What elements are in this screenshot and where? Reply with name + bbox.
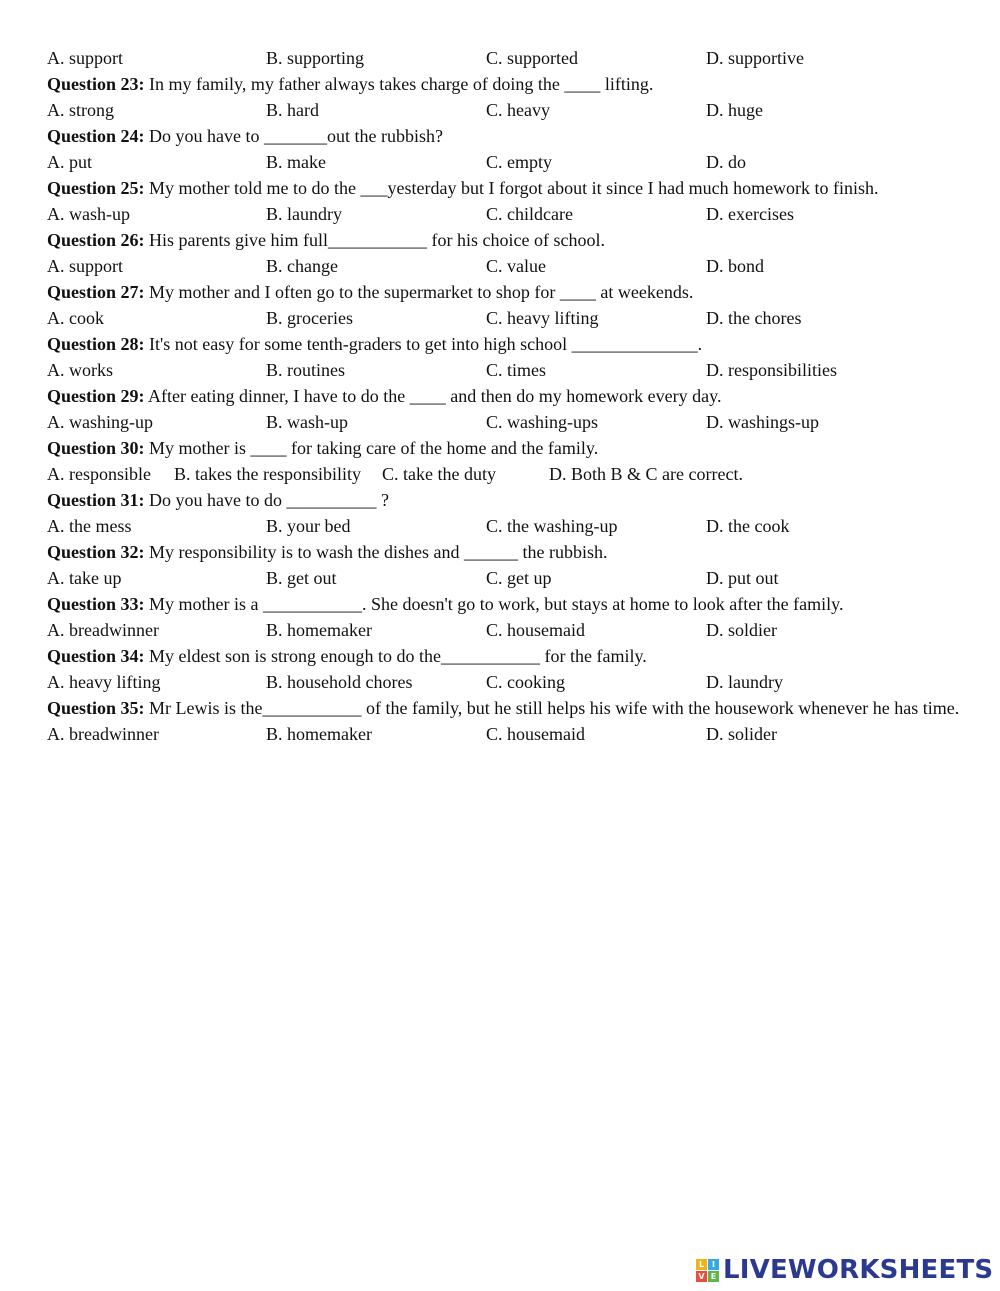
option-c: C. the washing-up bbox=[486, 516, 618, 536]
option-b: B. laundry bbox=[266, 204, 342, 224]
options-q27 bbox=[47, 305, 967, 331]
brand-name: LIVEWORKSHEETS bbox=[723, 1255, 994, 1285]
question-text: Do you have to do __________ ? bbox=[144, 490, 389, 510]
option-d: D. huge bbox=[706, 100, 763, 120]
option-b: B. takes the responsibility bbox=[174, 464, 361, 484]
option-a: A. take up bbox=[47, 568, 122, 588]
option-d: D. Both B & C are correct. bbox=[549, 464, 743, 484]
option-a: A. heavy lifting bbox=[47, 672, 161, 692]
option-a: A. responsible bbox=[47, 464, 151, 484]
option-d: D. the cook bbox=[706, 516, 790, 536]
question-label: Question 33: bbox=[47, 594, 145, 614]
question-text: After eating dinner, I have to do the ____ and then do my homework every day. bbox=[144, 386, 722, 406]
option-c: C. times bbox=[486, 360, 547, 380]
question-text: My responsibility is to wash the dishes and ______ the rubbish. bbox=[144, 542, 608, 562]
question-label: Question 24: bbox=[47, 126, 145, 146]
question-34 bbox=[47, 643, 967, 669]
option-c: C. empty bbox=[486, 152, 552, 172]
options-q34 bbox=[47, 669, 967, 695]
options-q22 bbox=[47, 45, 967, 71]
question-33 bbox=[47, 591, 967, 617]
question-text: Do you have to _______out the rubbish? bbox=[144, 126, 443, 146]
options-q28 bbox=[47, 357, 967, 383]
logo-tile-i: I bbox=[708, 1259, 719, 1270]
question-text: My mother is ____ for taking care of the home and the family. bbox=[144, 438, 599, 458]
option-a: A. cook bbox=[47, 308, 104, 328]
question-label: Question 23: bbox=[47, 74, 145, 94]
option-d: D. soldier bbox=[706, 620, 777, 640]
option-b: B. groceries bbox=[266, 308, 353, 328]
question-text: My mother and I often go to the supermarket to shop for ____ at weekends. bbox=[144, 282, 694, 302]
option-d: D. solider bbox=[706, 724, 777, 744]
question-text: In my family, my father always takes charge of doing the ____ lifting. bbox=[144, 74, 654, 94]
options-q23 bbox=[47, 97, 967, 123]
question-label: Question 25: bbox=[47, 178, 145, 198]
question-32 bbox=[47, 539, 967, 565]
options-q25 bbox=[47, 201, 967, 227]
option-c: C. washing-ups bbox=[486, 412, 598, 432]
option-a: A. wash-up bbox=[47, 204, 130, 224]
options-q35 bbox=[47, 721, 967, 747]
option-b: B. get out bbox=[266, 568, 337, 588]
question-text: My mother is a ___________. She doesn't go to work, but stays at home to look after the family. bbox=[144, 594, 844, 614]
question-text: His parents give him full___________ for his choice of school. bbox=[144, 230, 605, 250]
liveworksheets-logo[interactable] bbox=[696, 1256, 993, 1284]
option-c: C. supported bbox=[486, 48, 578, 68]
question-label: Question 30: bbox=[47, 438, 145, 458]
question-29 bbox=[47, 383, 967, 409]
logo-tile-e: E bbox=[708, 1271, 719, 1282]
option-c: C. housemaid bbox=[486, 724, 585, 744]
question-24 bbox=[47, 123, 967, 149]
question-31 bbox=[47, 487, 967, 513]
option-b: B. make bbox=[266, 152, 326, 172]
option-c: C. heavy bbox=[486, 100, 550, 120]
option-d: D. supportive bbox=[706, 48, 804, 68]
option-b: B. change bbox=[266, 256, 338, 276]
question-label: Question 35: bbox=[47, 698, 145, 718]
live-logo-icon bbox=[696, 1259, 719, 1282]
question-30 bbox=[47, 435, 967, 461]
question-label: Question 31: bbox=[47, 490, 145, 510]
logo-tile-v: V bbox=[696, 1271, 707, 1282]
question-label: Question 34: bbox=[47, 646, 145, 666]
option-a: A. the mess bbox=[47, 516, 132, 536]
option-b: B. supporting bbox=[266, 48, 365, 68]
worksheet bbox=[47, 45, 967, 747]
option-a: A. washing-up bbox=[47, 412, 153, 432]
question-text: Mr Lewis is the___________ of the family, but he still helps his wife with the housework whenever he has time. bbox=[144, 698, 960, 718]
option-c: C. cooking bbox=[486, 672, 565, 692]
option-c: C. get up bbox=[486, 568, 552, 588]
options-q24 bbox=[47, 149, 967, 175]
options-q26 bbox=[47, 253, 967, 279]
option-a: A. breadwinner bbox=[47, 724, 159, 744]
option-b: B. hard bbox=[266, 100, 319, 120]
question-35 bbox=[47, 695, 967, 721]
option-c: C. value bbox=[486, 256, 546, 276]
options-q29 bbox=[47, 409, 967, 435]
option-c: C. take the duty bbox=[382, 464, 496, 484]
option-b: B. your bed bbox=[266, 516, 351, 536]
option-a: A. works bbox=[47, 360, 113, 380]
question-27 bbox=[47, 279, 967, 305]
option-c: C. childcare bbox=[486, 204, 573, 224]
question-label: Question 29: bbox=[47, 386, 145, 406]
options-q32 bbox=[47, 565, 967, 591]
question-label: Question 26: bbox=[47, 230, 145, 250]
option-d: D. put out bbox=[706, 568, 779, 588]
question-23 bbox=[47, 71, 967, 97]
option-a: A. support bbox=[47, 48, 123, 68]
question-label: Question 32: bbox=[47, 542, 145, 562]
question-label: Question 28: bbox=[47, 334, 145, 354]
question-26 bbox=[47, 227, 967, 253]
option-b: B. wash-up bbox=[266, 412, 348, 432]
options-q30 bbox=[47, 461, 967, 487]
option-b: B. homemaker bbox=[266, 620, 372, 640]
option-b: B. household chores bbox=[266, 672, 413, 692]
logo-tile-l: L bbox=[696, 1259, 707, 1270]
options-q31 bbox=[47, 513, 967, 539]
option-d: D. bond bbox=[706, 256, 764, 276]
option-d: D. responsibilities bbox=[706, 360, 837, 380]
option-c: C. heavy lifting bbox=[486, 308, 599, 328]
option-c: C. housemaid bbox=[486, 620, 585, 640]
option-d: D. exercises bbox=[706, 204, 794, 224]
option-b: B. routines bbox=[266, 360, 345, 380]
options-q33 bbox=[47, 617, 967, 643]
question-text: It's not easy for some tenth-graders to get into high school ______________. bbox=[144, 334, 703, 354]
question-text: My mother told me to do the ___yesterday but I forgot about it since I had much homework to finish. bbox=[144, 178, 879, 198]
question-label: Question 27: bbox=[47, 282, 145, 302]
option-d: D. do bbox=[706, 152, 746, 172]
option-d: D. laundry bbox=[706, 672, 783, 692]
option-d: D. washings-up bbox=[706, 412, 819, 432]
option-a: A. breadwinner bbox=[47, 620, 159, 640]
option-d: D. the chores bbox=[706, 308, 802, 328]
option-a: A. support bbox=[47, 256, 123, 276]
option-a: A. strong bbox=[47, 100, 114, 120]
question-28 bbox=[47, 331, 967, 357]
question-text: My eldest son is strong enough to do the___________ for the family. bbox=[144, 646, 647, 666]
option-b: B. homemaker bbox=[266, 724, 372, 744]
question-25 bbox=[47, 175, 967, 201]
option-a: A. put bbox=[47, 152, 92, 172]
